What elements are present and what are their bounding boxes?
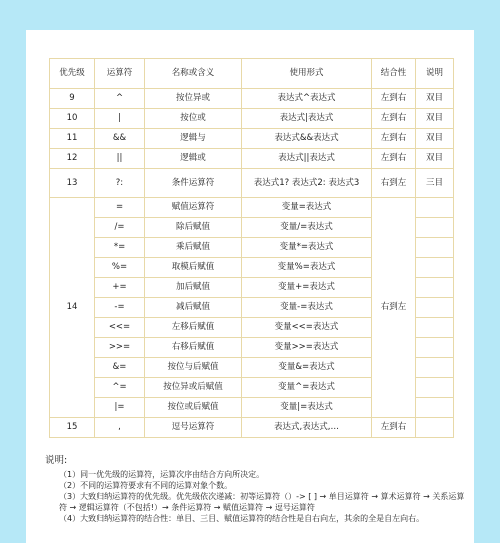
cell-form: 变量*=表达式 — [242, 238, 372, 258]
cell-note — [416, 358, 454, 378]
cell-form: 表达式,表达式,… — [242, 418, 372, 438]
cell-note — [416, 278, 454, 298]
cell-operator: &= — [95, 358, 145, 378]
cell-form: 变量<<=表达式 — [242, 318, 372, 338]
table-row — [50, 169, 454, 198]
header-note: 说明 — [416, 59, 454, 89]
cell-name: 右移后赋值 — [145, 338, 242, 358]
cell-note — [416, 378, 454, 398]
header-name: 名称或含义 — [145, 59, 242, 89]
cell-note — [416, 418, 454, 438]
cell-form: 变量/=表达式 — [242, 218, 372, 238]
cell-associativity: 左到右 — [372, 149, 416, 169]
cell-name: 乘后赋值 — [145, 238, 242, 258]
notes-section — [45, 455, 465, 524]
table-row — [50, 89, 454, 109]
cell-operator: ?: — [95, 169, 145, 198]
cell-associativity: 左到右 — [372, 129, 416, 149]
cell-note — [416, 258, 454, 278]
cell-operator: , — [95, 418, 145, 438]
cell-note: 双目 — [416, 89, 454, 109]
cell-operator: | — [95, 109, 145, 129]
cell-form: 表达式|表达式 — [242, 109, 372, 129]
cell-priority: 9 — [50, 89, 95, 109]
cell-operator: <<= — [95, 318, 145, 338]
cell-name: 左移后赋值 — [145, 318, 242, 338]
cell-operator: && — [95, 129, 145, 149]
cell-note — [416, 398, 454, 418]
header-priority: 优先级 — [50, 59, 95, 89]
cell-operator: = — [95, 198, 145, 218]
cell-form: 表达式^表达式 — [242, 89, 372, 109]
cell-note — [416, 338, 454, 358]
cell-name: 逗号运算符 — [145, 418, 242, 438]
cell-form: 表达式||表达式 — [242, 149, 372, 169]
cell-associativity: 右到左 — [372, 169, 416, 198]
cell-note — [416, 298, 454, 318]
cell-priority: 15 — [50, 418, 95, 438]
note-line: （2）不同的运算符要求有不同的运算对象个数。 — [59, 481, 233, 490]
header-form: 使用形式 — [242, 59, 372, 89]
cell-form: 变量=表达式 — [242, 198, 372, 218]
cell-name: 逻辑与 — [145, 129, 242, 149]
note-line: （1）同一优先级的运算符，运算次序由结合方向所决定。 — [59, 470, 265, 479]
cell-note — [416, 318, 454, 338]
cell-name: 按位或 — [145, 109, 242, 129]
table-row — [50, 129, 454, 149]
cell-priority: 14 — [50, 198, 95, 418]
table-header-row — [50, 59, 454, 89]
table-row — [50, 198, 454, 218]
table-row — [50, 418, 454, 438]
header-operator: 运算符 — [95, 59, 145, 89]
cell-operator: += — [95, 278, 145, 298]
cell-name: 条件运算符 — [145, 169, 242, 198]
cell-note: 双目 — [416, 109, 454, 129]
cell-name: 逻辑或 — [145, 149, 242, 169]
cell-operator: >>= — [95, 338, 145, 358]
cell-associativity: 右到左 — [372, 198, 416, 418]
operator-precedence-table — [49, 58, 454, 438]
cell-form: 变量&=表达式 — [242, 358, 372, 378]
cell-operator: ^ — [95, 89, 145, 109]
cell-note: 三目 — [416, 169, 454, 198]
cell-form: 变量^=表达式 — [242, 378, 372, 398]
cell-form: 变量-=表达式 — [242, 298, 372, 318]
cell-operator: /= — [95, 218, 145, 238]
header-associativity: 结合性 — [372, 59, 416, 89]
cell-operator: || — [95, 149, 145, 169]
cell-associativity: 左到右 — [372, 418, 416, 438]
cell-priority: 12 — [50, 149, 95, 169]
note-line: （3）大致归纳运算符的优先级。优先级依次递减：初等运算符（）-> [ ] → 单目运算符 → 算术运算符 → 关系运算符 → 逻辑运算符（不包括!）→ 条件运算符 → 赋值运算符 → 逗号运算符 — [59, 492, 465, 512]
cell-operator: |= — [95, 398, 145, 418]
cell-form: 变量%=表达式 — [242, 258, 372, 278]
cell-operator: ^= — [95, 378, 145, 398]
cell-form: 变量+=表达式 — [242, 278, 372, 298]
cell-name: 除后赋值 — [145, 218, 242, 238]
cell-form: 变量|=表达式 — [242, 398, 372, 418]
cell-note: 双目 — [416, 149, 454, 169]
note-line: （4）大致归纳运算符的结合性：单目、三目、赋值运算符的结合性是自右向左，其余的全是自左向右。 — [59, 514, 425, 523]
cell-associativity: 左到右 — [372, 109, 416, 129]
cell-name: 按位异或后赋值 — [145, 378, 242, 398]
cell-associativity: 左到右 — [372, 89, 416, 109]
cell-operator: -= — [95, 298, 145, 318]
document-page — [26, 30, 474, 543]
cell-name: 减后赋值 — [145, 298, 242, 318]
cell-form: 表达式&&表达式 — [242, 129, 372, 149]
notes-title: 说明: — [45, 455, 68, 466]
cell-priority: 13 — [50, 169, 95, 198]
cell-note — [416, 218, 454, 238]
table-row — [50, 149, 454, 169]
cell-form: 变量>>=表达式 — [242, 338, 372, 358]
cell-priority: 10 — [50, 109, 95, 129]
cell-name: 加后赋值 — [145, 278, 242, 298]
cell-operator: %= — [95, 258, 145, 278]
cell-operator: *= — [95, 238, 145, 258]
cell-form: 表达式1? 表达式2: 表达式3 — [242, 169, 372, 198]
table-row — [50, 109, 454, 129]
cell-name: 按位或后赋值 — [145, 398, 242, 418]
cell-note: 双目 — [416, 129, 454, 149]
cell-name: 按位异或 — [145, 89, 242, 109]
cell-note — [416, 198, 454, 218]
cell-note — [416, 238, 454, 258]
cell-name: 按位与后赋值 — [145, 358, 242, 378]
cell-name: 赋值运算符 — [145, 198, 242, 218]
cell-priority: 11 — [50, 129, 95, 149]
cell-name: 取模后赋值 — [145, 258, 242, 278]
